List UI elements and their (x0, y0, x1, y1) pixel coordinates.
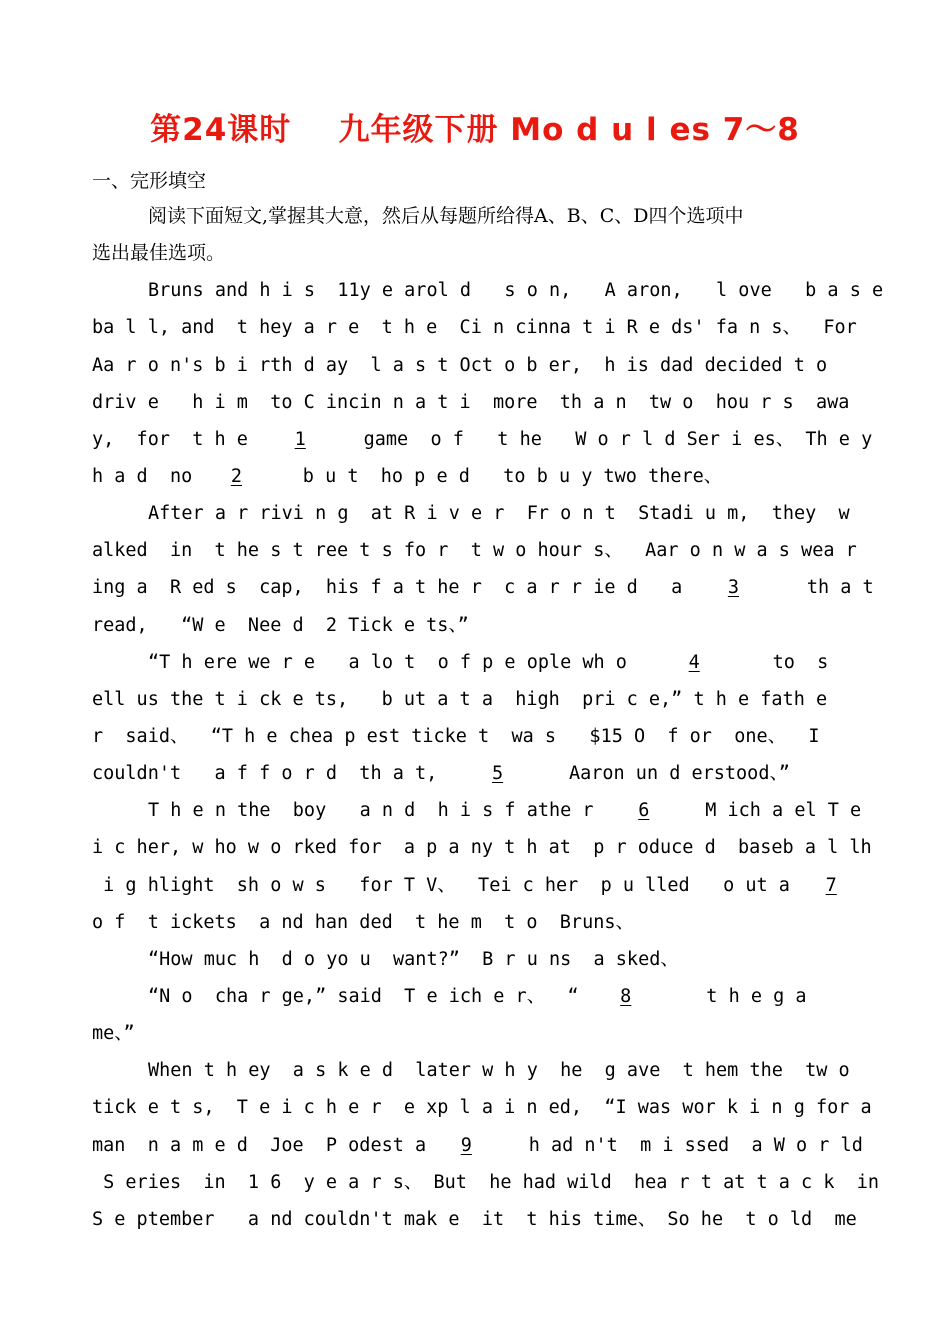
line-text: Bruns and h i s 11y e arol d s o n, A aron, l ove b a s e (148, 280, 884, 302)
line-text-after-blank: b u t ho p e d to b u y two there、 (269, 465, 723, 487)
line-text-after-blank: th a t (773, 577, 874, 599)
line-text: ell us the t i ck e ts, b ut a t a high pri c e,” t h e fath e (92, 688, 828, 710)
line-text: S e ptember a nd couldn't mak e it t his time、 So he t o ld me (92, 1208, 857, 1230)
passage-line (92, 495, 860, 532)
passage-line (92, 1052, 860, 1089)
line-text: alked in t he s t ree t s fo r t w o hour s、 Aar o n w a s wea r (92, 540, 857, 562)
passage-line (92, 904, 860, 941)
passage-line (92, 1164, 880, 1201)
line-text-after-blank: Aaron un d erstood、” (535, 763, 790, 785)
line-text-after-blank: M ich a el T e (671, 800, 862, 822)
passage-line (92, 1089, 872, 1126)
cloze-blank-2: 2 (230, 465, 242, 487)
passage-line (92, 718, 860, 755)
line-text: S eries in 1 6 y e a r s、 But he had wild hea r t at t a c k in (92, 1171, 880, 1193)
passage-line (92, 458, 860, 495)
passage-line (92, 1201, 860, 1238)
cloze-blank-3: 3 (727, 577, 740, 599)
line-text-after-blank: to s (739, 651, 829, 673)
line-text: o f t ickets a nd han ded t he m t o Bruns、 (92, 911, 634, 933)
line-text-after-blank: game o f t he W o r l d Ser i es、 Th e y (330, 428, 873, 450)
line-text: ba l l, and t hey a r e t h e Ci n cinna t i R e ds' fa n s、 For (92, 317, 857, 339)
line-text: Aa r o n's b i rth d ay l a s t Oct o b er, h is dad decided t o (92, 354, 828, 376)
line-text: “T h ere we r e a lo t o f p e ople wh o (148, 651, 650, 673)
line-text: h a d no (92, 465, 204, 487)
cloze-blank-6: 6 (638, 800, 650, 822)
passage-line (92, 644, 860, 681)
cloze-blank-7: 7 (825, 874, 837, 896)
passage-line (92, 347, 860, 384)
line-text: tick e t s, T e i c h e r e xp l a i n ed, “I was wor k i n g for a (92, 1097, 872, 1119)
cloze-blank-9: 9 (460, 1134, 472, 1156)
line-text: When t h ey a s k e d later w h y he g ave t hem the tw o (148, 1060, 850, 1082)
passage-line (92, 309, 860, 346)
passage-line (92, 867, 860, 904)
passage-line (92, 569, 874, 606)
section-heading: 一、完形填空 (92, 170, 207, 192)
passage-line (92, 755, 860, 792)
passage-line (92, 829, 872, 866)
passage-line (92, 792, 860, 829)
line-text: ing a R ed s cap, his f a t he r c a r r ie d a (92, 577, 694, 599)
line-text-after-blank: t h e g a (661, 985, 807, 1007)
line-text: i c her, w ho w o rked for a p a ny t h at p r oduce d baseb a l lh (92, 837, 872, 859)
passage-line (92, 681, 860, 718)
line-text: read, “W e Nee d 2 Tick e ts、” (92, 614, 469, 636)
line-text: 阅读下面短文,掌握其大意，然后从每题所给得A、B、C、D四个选项中 (148, 205, 744, 227)
passage-line (92, 421, 873, 458)
cloze-blank-4: 4 (688, 651, 700, 673)
line-text: “N o cha r ge,” said T e ich e r、 “ (148, 985, 590, 1007)
line-text: i g hlight sh o w s for T V、 Tei c her p u lled o ut a (92, 874, 813, 896)
passage-line (92, 607, 860, 644)
line-text: y, for t h e (92, 428, 271, 450)
passage-line (92, 198, 860, 235)
cloze-blank-5: 5 (491, 763, 504, 785)
line-text: couldn't a f f o r d th a t, (92, 763, 460, 785)
passage-line (92, 1015, 860, 1052)
line-text: After a r rivi n g at R i v e r Fr o n t Stadi u m, they w (148, 503, 850, 525)
passage-line (92, 978, 860, 1015)
line-text: man n a m e d Joe P odest a (92, 1134, 438, 1156)
passage-line (92, 532, 860, 569)
line-text: r said、 “T h e chea p est ticke t wa s $15 O f or one、 I (92, 725, 820, 747)
passage-line (92, 272, 884, 309)
passage-line (92, 1127, 863, 1164)
line-text-after-blank: h ad n't m i ssed a W o r ld (495, 1134, 863, 1156)
cloze-blank-1: 1 (294, 428, 306, 450)
line-text: 选出最佳选项。 (92, 242, 226, 265)
cloze-blank-8: 8 (620, 985, 632, 1007)
cloze-passage (92, 198, 884, 1238)
line-text: T h e n the boy a n d h i s f athe r (148, 800, 616, 822)
passage-line (92, 384, 860, 421)
passage-line (92, 941, 860, 978)
line-text: me、” (92, 1023, 135, 1045)
page-title: 第24课时 九年级下册 Mo d u l es 7～8 (150, 112, 800, 148)
passage-line (92, 235, 860, 272)
line-text: “How muc h d o yo u want?” B r u ns a sked、 (148, 948, 679, 970)
line-text: driv e h i m to C incin n a t i more th a n tw o hou r s awa (92, 391, 850, 413)
